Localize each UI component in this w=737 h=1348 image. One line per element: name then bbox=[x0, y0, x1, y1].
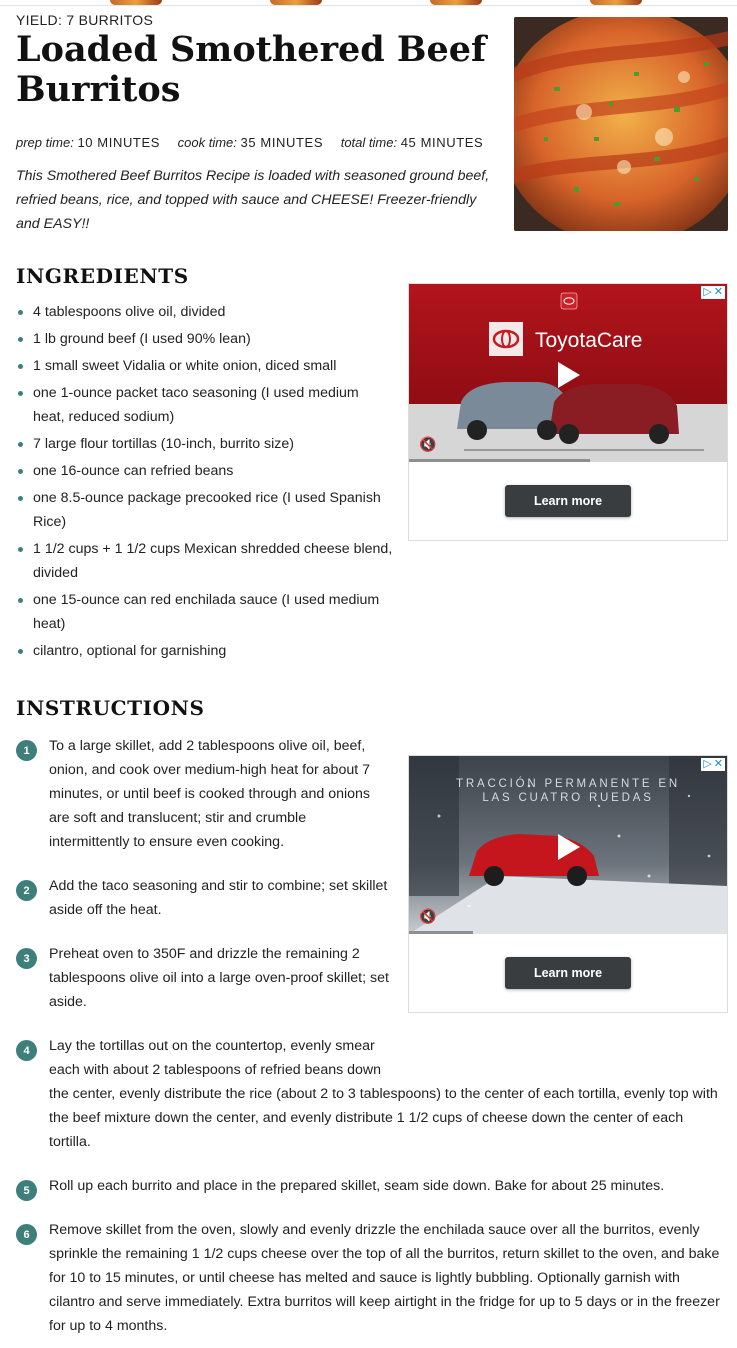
ad-video[interactable] bbox=[409, 756, 727, 934]
step-text: Add the taco seasoning and stir to combine; set skillet aside off the heat. bbox=[49, 878, 388, 918]
ingredient-item: 1 small sweet Vidalia or white onion, diced small bbox=[16, 354, 401, 378]
recipe-times bbox=[16, 135, 497, 150]
step-number: 5 bbox=[16, 1180, 37, 1201]
ingredient-item: 4 tablespoons olive oil, divided bbox=[16, 300, 401, 324]
ingredient-item: 1 1/2 cups + 1 1/2 cups Mexican shredded cheese blend, divided bbox=[16, 537, 401, 585]
bullet-icon bbox=[18, 598, 23, 603]
ingredient-item: one 16-ounce can refried beans bbox=[16, 459, 401, 483]
recipe-photo bbox=[514, 17, 728, 231]
play-icon[interactable] bbox=[558, 362, 580, 388]
play-icon[interactable] bbox=[558, 834, 580, 860]
adchoices-icon[interactable]: ▷ ✕ bbox=[703, 286, 723, 298]
strip-thumbnail[interactable] bbox=[110, 0, 162, 5]
prep-time-value: 10 MINUTES bbox=[77, 135, 161, 150]
total-time-value: 45 MINUTES bbox=[400, 135, 484, 150]
bullet-icon bbox=[18, 496, 23, 501]
top-image-strip bbox=[0, 0, 737, 6]
ingredient-item: 1 lb ground beef (I used 90% lean) bbox=[16, 327, 401, 351]
cook-time-label: cook time: bbox=[177, 135, 237, 150]
cook-time-value: 35 MINUTES bbox=[240, 135, 324, 150]
recipe-title: Loaded Smothered Beef Burritos bbox=[16, 29, 487, 110]
prep-time-label: prep time: bbox=[16, 135, 74, 150]
bullet-icon bbox=[18, 337, 23, 342]
step-text: Lay the tortillas out on the countertop, evenly smear each with about 2 tablespoons of refried beans down the center, evenly distribute the rice (about 2 to 3 tablespoons) to the center of each tortilla, evenly top with the beef mixture down the center, and evenly distribute 1 1/2 cups of cheese down the center of each tortilla. bbox=[49, 1034, 721, 1154]
step-text: Remove skillet from the oven, slowly and evenly drizzle the enchilada sauce over all the burritos, evenly sprinkle the remaining 1 1/2 cups cheese over the top of all the burritos, return skillet to the oven, and bake for 10 to 15 minutes, or until cheese has melted and sauce is lightly bubbling. Optionally garnish with cilantro and serve immediately. Extra burritos will keep airtight in the fridge for up to 5 days or in the freezer for up to 4 months. bbox=[49, 1222, 720, 1334]
ad-video[interactable] bbox=[409, 284, 727, 462]
ingredient-item: cilantro, optional for garnishing bbox=[16, 639, 401, 663]
adchoices-icon[interactable]: ▷ ✕ bbox=[703, 758, 723, 770]
step-text: Roll up each burrito and place in the prepared skillet, seam side down. Bake for about 25 minutes. bbox=[49, 1178, 665, 1194]
step-number: 6 bbox=[16, 1224, 37, 1245]
bullet-icon bbox=[18, 442, 23, 447]
ingredients-heading: INGREDIENTS bbox=[16, 264, 189, 288]
step-number: 4 bbox=[16, 1040, 37, 1061]
strip-thumbnail[interactable] bbox=[270, 0, 322, 5]
bullet-icon bbox=[18, 649, 23, 654]
strip-thumbnail[interactable] bbox=[590, 0, 642, 5]
mute-icon[interactable]: 🔇 bbox=[419, 436, 437, 452]
bullet-icon bbox=[18, 391, 23, 396]
bullet-icon bbox=[18, 547, 23, 552]
ingredient-item: one 8.5-ounce package precooked rice (I used Spanish Rice) bbox=[16, 486, 401, 534]
step-number: 2 bbox=[16, 880, 37, 901]
step-number: 1 bbox=[16, 740, 37, 761]
strip-thumbnail[interactable] bbox=[430, 0, 482, 5]
instructions-heading: INSTRUCTIONS bbox=[16, 696, 205, 720]
wrap-spacer bbox=[389, 1034, 721, 1082]
ad-headline-line2: LAS CUATRO RUEDAS bbox=[482, 792, 654, 804]
ingredient-item: one 15-ounce can red enchilada sauce (I used medium heat) bbox=[16, 588, 401, 636]
ingredient-item: one 1-ounce packet taco seasoning (I used medium heat, reduced sodium) bbox=[16, 381, 401, 429]
learn-more-button[interactable]: Learn more bbox=[505, 957, 631, 989]
bullet-icon bbox=[18, 364, 23, 369]
ad-brand-text: ToyotaCare bbox=[535, 329, 643, 352]
ad-headline-line1: TRACCIÓN PERMANENTE EN bbox=[456, 778, 680, 790]
bullet-icon bbox=[18, 469, 23, 474]
video-ad-toyotacare[interactable] bbox=[408, 283, 728, 541]
video-ad-awd[interactable] bbox=[408, 755, 728, 1013]
total-time-label: total time: bbox=[340, 135, 398, 150]
ingredient-item: 7 large flour tortillas (10-inch, burrito size) bbox=[16, 432, 401, 456]
mute-icon[interactable]: 🔇 bbox=[419, 908, 437, 924]
bullet-icon bbox=[18, 310, 23, 315]
step-text: Preheat oven to 350F and drizzle the remaining 2 tablespoons olive oil into a large oven-proof skillet; set aside. bbox=[49, 946, 389, 1010]
learn-more-button[interactable]: Learn more bbox=[505, 485, 631, 517]
step-text: To a large skillet, add 2 tablespoons olive oil, beef, onion, and cook over medium-high heat for about 7 minutes, or until beef is cooked through and onions are soft and translucent; stir and crumble intermittently to ensure even cooking. bbox=[49, 738, 370, 850]
step-number: 3 bbox=[16, 948, 37, 969]
recipe-yield: YIELD: 7 BURRITOS bbox=[16, 12, 154, 28]
ingredients-list bbox=[16, 300, 401, 666]
recipe-summary: This Smothered Beef Burritos Recipe is loaded with seasoned ground beef, refried beans, rice, and topped with sauce and CHEESE! Freezer-friendly and EASY!! bbox=[16, 168, 490, 232]
